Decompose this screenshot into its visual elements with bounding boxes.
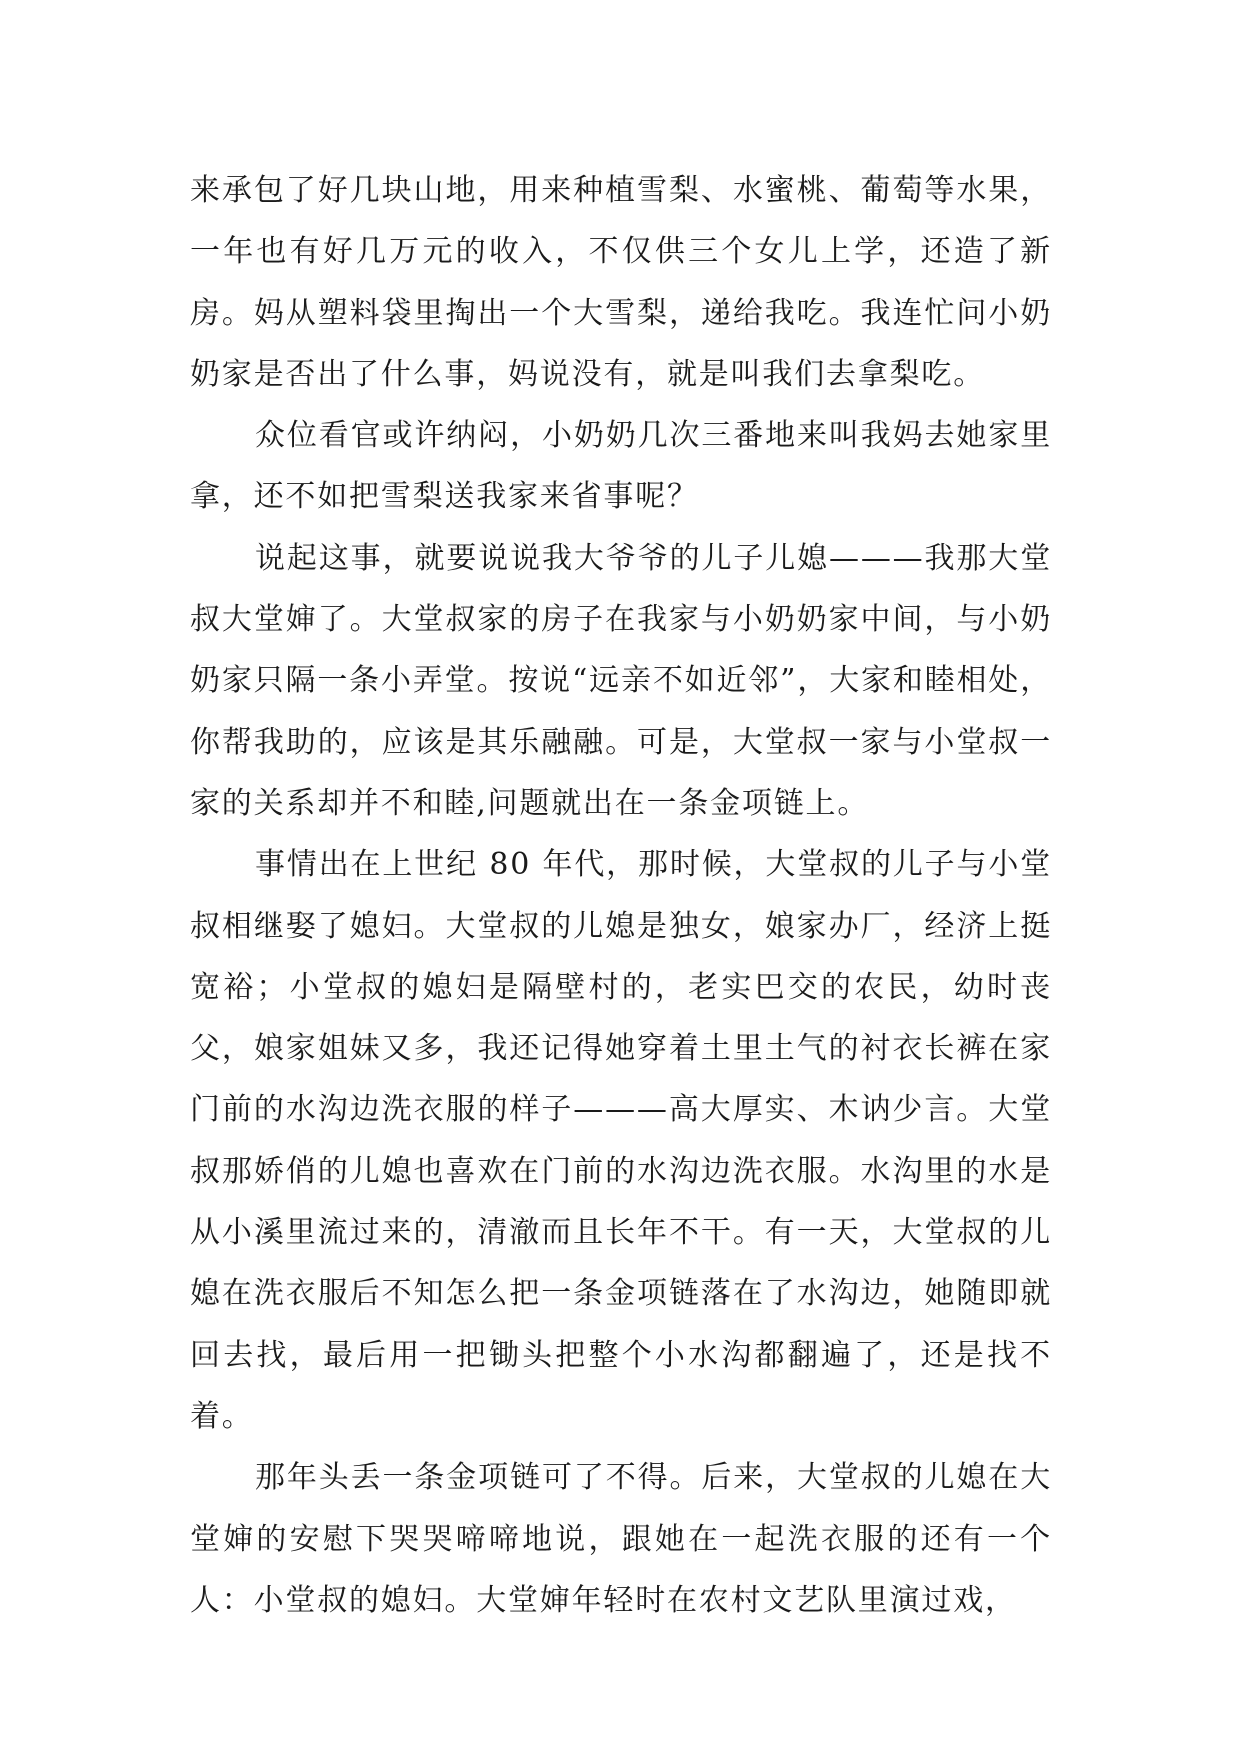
- paragraph-2: 众位看官或许纳闷，小奶奶几次三番地来叫我妈去她家里拿，还不如把雪梨送我家来省事呢？: [190, 418, 1052, 515]
- paragraph-5: 那年头丢一条金项链可了不得。后来，大堂叔的儿媳在大堂婶的安慰下哭哭啼啼地说，跟她在一起洗衣服的还有一个人：小堂叔的媳妇。大堂婶年轻时在农村文艺队里演过戏，: [190, 1460, 1052, 1618]
- paragraph-3: 说起这事，就要说说我大爷爷的儿子儿媳———我那大堂叔大堂婶了。大堂叔家的房子在我家与小奶奶家中间，与小奶奶家只隔一条小弄堂。按说“远亲不如近邻”，大家和睦相处，你帮我助的，应该是其乐融融。可是，大堂叔一家与小堂叔一家的关系却并不和睦,问题就出在一条金项链上。: [190, 540, 1052, 821]
- paragraph-1: 来承包了好几块山地，用来种植雪梨、水蜜桃、葡萄等水果，一年也有好几万元的收入，不仅供三个女儿上学，还造了新房。妈从塑料袋里掏出一个大雪梨，递给我吃。我连忙问小奶奶家是否出了什么事，妈说没有，就是叫我们去拿梨吃。: [190, 173, 1052, 392]
- document-page: [190, 160, 1052, 1631]
- paragraph-4: 事情出在上世纪 80 年代，那时候，大堂叔的儿子与小堂叔相继娶了媳妇。大堂叔的儿媳是独女，娘家办厂，经济上挺宽裕；小堂叔的媳妇是隔壁村的，老实巴交的农民，幼时丧父，娘家姐妹又多，我还记得她穿着土里土气的衬衣长裤在家门前的水沟边洗衣服的样子———高大厚实、木讷少言。大堂叔那娇俏的儿媳也喜欢在门前的水沟边洗衣服。水沟里的水是从小溪里流过来的，清澈而且长年不干。有一天，大堂叔的儿媳在洗衣服后不知怎么把一条金项链落在了水沟边，她随即就回去找，最后用一把锄头把整个小水沟都翻遍了，还是找不着。: [190, 847, 1052, 1434]
